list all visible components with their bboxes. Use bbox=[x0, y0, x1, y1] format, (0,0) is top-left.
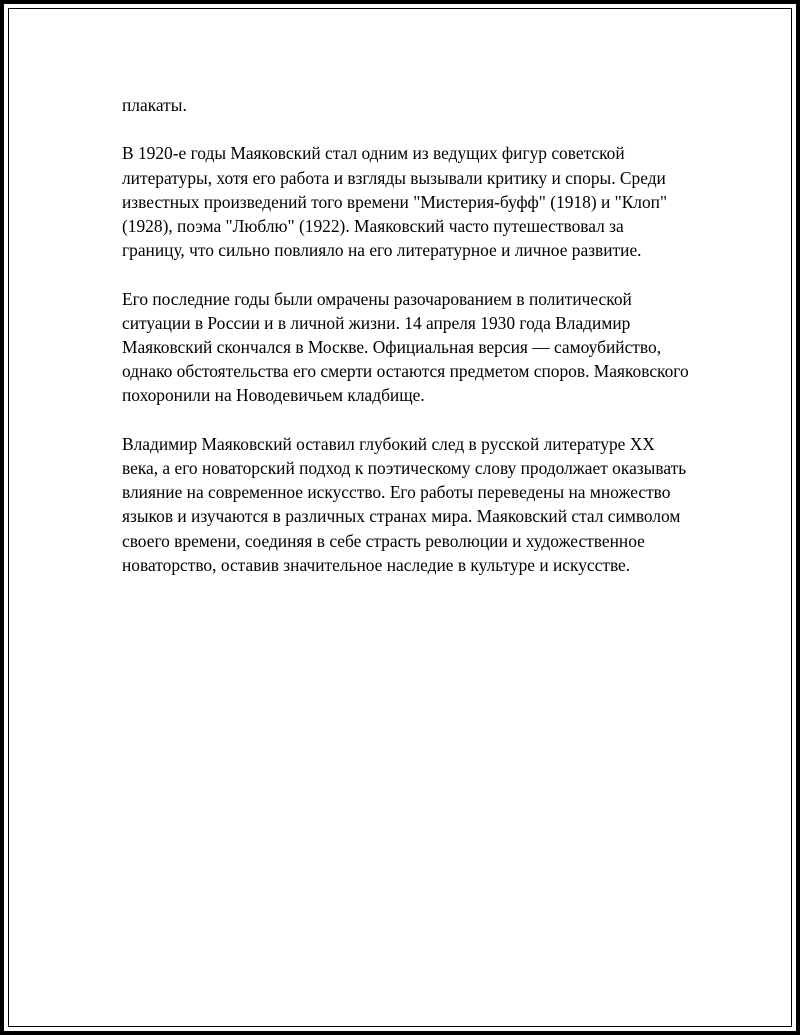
paragraph-continuation: плакаты. bbox=[122, 95, 187, 115]
paragraph-last-years: Его последние годы были омрачены разочарованием в политической ситуации в России и в личной жизни. 14 апреля 1930 года Владимир Маяковский скончался в Москве. Официальная версия — самоубийство, однако обстоятельства его смерти остаются предметом споров. Маяковского похоронили на Новодевичьем кладбище. bbox=[122, 288, 689, 406]
paragraph-1920s: В 1920-е годы Маяковский стал одним из ведущих фигур советской литературы, хотя его работа и взгляды вызывали критику и споры. Среди известных произведений того времени "Мистерия-буфф" (1918) и "Клоп" (1928), поэма "Люблю" (1922). Маяковский часто путешествовал за границу, что сильно повлияло на его литературное и личное развитие. bbox=[122, 143, 668, 261]
paragraph-legacy: Владимир Маяковский оставил глубокий след в русской литературе XX века, а его новаторский подход к поэтическому слову продолжает оказывать влияние на современное искусство. Его работы переведены на множество языков и изучаются в различных странах мира. Маяковский стал символом своего времени, соединяя в себе страсть революции и художественное новаторство, оставив значительное наследие в культуре и искусстве. bbox=[122, 433, 687, 575]
document-body bbox=[122, 93, 690, 601]
